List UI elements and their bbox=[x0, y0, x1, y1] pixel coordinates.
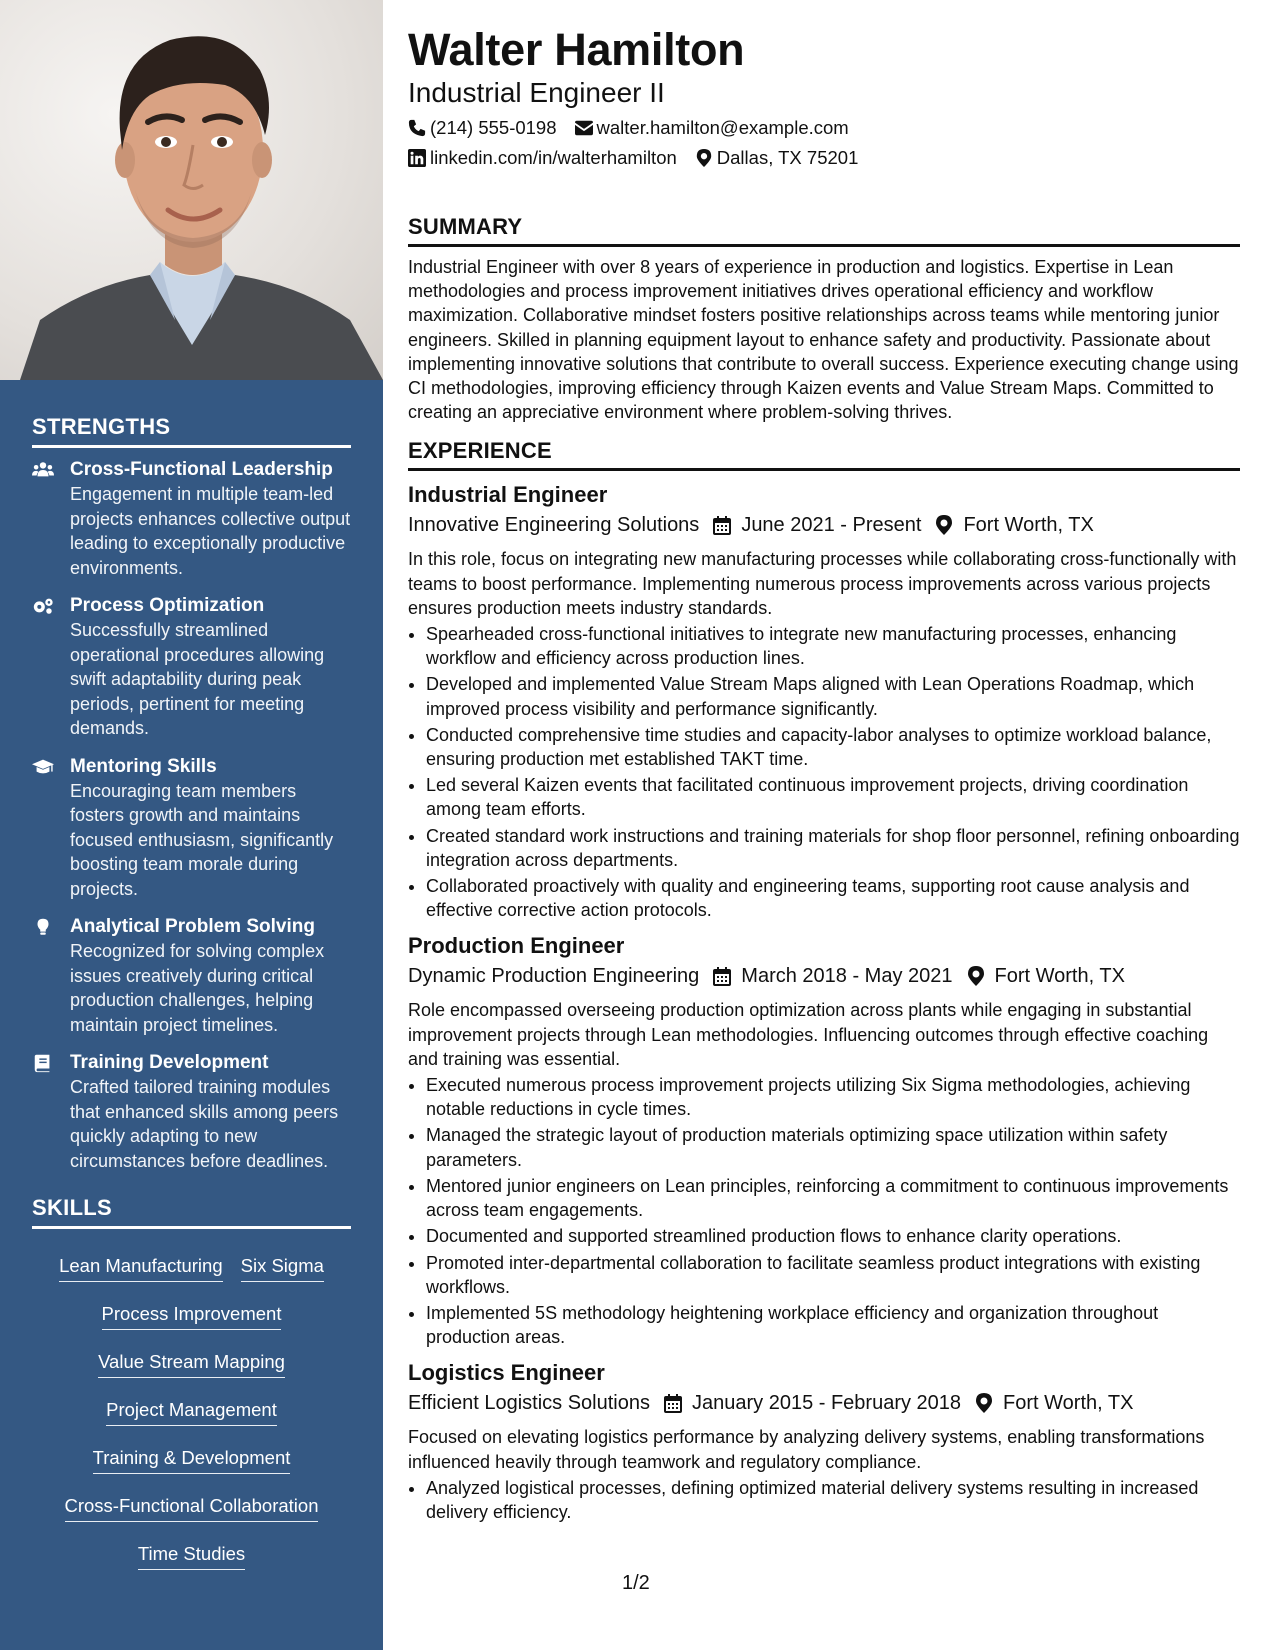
strength-item bbox=[32, 915, 351, 1037]
email-contact[interactable] bbox=[575, 116, 849, 140]
gears-icon bbox=[32, 594, 70, 741]
calendar-icon bbox=[713, 515, 731, 535]
experience-section bbox=[408, 438, 1240, 1524]
skill-tag: Lean Manufacturing bbox=[59, 1253, 223, 1282]
job-location: Fort Worth, TX bbox=[963, 514, 1094, 537]
strength-item bbox=[32, 755, 351, 902]
company-name: Efficient Logistics Solutions bbox=[408, 1392, 650, 1415]
linkedin-icon bbox=[408, 149, 426, 167]
skills-section bbox=[0, 1195, 383, 1583]
job-dates: January 2015 - February 2018 bbox=[691, 1392, 962, 1415]
main-content bbox=[408, 0, 1240, 1526]
job-entry bbox=[408, 481, 1240, 922]
job-title: Logistics Engineer bbox=[408, 1360, 605, 1386]
skill-tag: Project Management bbox=[106, 1397, 277, 1426]
skills-list bbox=[32, 1239, 351, 1583]
contact-row-2 bbox=[408, 146, 1240, 170]
strength-title: Analytical Problem Solving bbox=[70, 916, 315, 937]
strength-item bbox=[32, 594, 351, 741]
strength-desc: Encouraging team members fosters growth and maintains focused enthusiasm, significantly boosting team morale during projects. bbox=[70, 780, 334, 899]
summary-text: Industrial Engineer with over 8 years of experience in production and logistics. Expertise in Lean methodologies and process improvement initiatives drives operational efficiency and workflow maximization. Collaborative mindset fosters positive relationships across teams while mentoring junior engineers. Skilled in planning equipment layout to enhance safety and productivity. Passionate about implementing innovative solutions that contribute to overall success. Experience executing change using CI methodologies, improving efficiency through Kaizen events and Value Stream Maps. Committed to creating an appreciative environment where problem-solving thrives. bbox=[408, 257, 1239, 423]
strength-item bbox=[32, 458, 351, 580]
job-bullet: • Analyzed logistical processes, defining optimized material delivery systems resulting in increased delivery efficiency. bbox=[426, 1476, 1240, 1524]
job-bullet: • Documented and supported streamlined production flows to enhance clarity operations. bbox=[426, 1224, 1240, 1248]
job-bullet: • Led several Kaizen events that facilitated continuous improvement projects, driving coordination among team efforts. bbox=[426, 773, 1240, 821]
strength-desc: Successfully streamlined operational procedures allowing swift adaptability during peak periods, pertinent for meeting demands. bbox=[70, 620, 325, 738]
location-text: Dallas, TX 75201 bbox=[716, 147, 859, 168]
email-text: walter.hamilton@example.com bbox=[596, 117, 849, 138]
calendar-icon bbox=[713, 966, 731, 986]
job-meta bbox=[408, 962, 1240, 990]
strength-desc: Engagement in multiple team-led projects enhances collective output leading to exceptionally productive environments. bbox=[70, 484, 351, 578]
strength-desc: Recognized for solving complex issues creatively during critical production challenges, helping maintain project timelines. bbox=[70, 941, 325, 1035]
job-bullet: • Developed and implemented Value Stream Maps aligned with Lean Operations Roadmap, which improved process visibility and performance significantly. bbox=[426, 672, 1240, 720]
book-icon bbox=[32, 1051, 70, 1173]
strength-title: Training Development bbox=[70, 1052, 269, 1073]
portrait-illustration bbox=[0, 0, 383, 380]
job-dates: March 2018 - May 2021 bbox=[741, 965, 953, 988]
job-title: Production Engineer bbox=[408, 933, 625, 959]
job-location: Fort Worth, TX bbox=[1003, 1392, 1134, 1415]
skill-tag: Cross-Functional Collaboration bbox=[65, 1493, 319, 1522]
phone-contact[interactable] bbox=[408, 116, 557, 140]
skill-tag: Value Stream Mapping bbox=[98, 1349, 285, 1378]
job-description: Role encompassed overseeing production optimization across plants while engaging in substantial improvement projects through Lean methodologies. Influencing outcomes through effective coaching and training was essential. bbox=[408, 1000, 1209, 1069]
job-description: In this role, focus on integrating new manufacturing processes while collaborating cross-functionally with teams to boost performance. Implementing numerous process improvements across various projects ensures production meets industry standards. bbox=[408, 549, 1237, 618]
map-marker-icon bbox=[967, 966, 985, 986]
job-bullet: • Mentored junior engineers on Lean principles, reinforcing a commitment to continuous improvements across team engagements. bbox=[426, 1174, 1240, 1222]
map-marker-icon bbox=[935, 515, 953, 535]
strength-title: Process Optimization bbox=[70, 595, 265, 616]
skills-heading: SKILLS bbox=[32, 1195, 351, 1229]
job-bullet: • Implemented 5S methodology heightening workplace efficiency and organization throughout production areas. bbox=[426, 1301, 1240, 1349]
job-description: Focused on elevating logistics performance by analyzing delivery systems, enabling transformations influenced heavily through teamwork and regulatory compliance. bbox=[408, 1427, 1205, 1472]
strengths-section bbox=[0, 414, 383, 1173]
location-contact bbox=[695, 146, 859, 170]
map-marker-icon bbox=[695, 149, 713, 167]
job-meta bbox=[408, 511, 1240, 539]
strengths-heading: STRENGTHS bbox=[32, 414, 351, 448]
job-dates: June 2021 - Present bbox=[741, 514, 922, 537]
skill-tag: Six Sigma bbox=[241, 1253, 324, 1282]
linkedin-contact[interactable] bbox=[408, 146, 677, 170]
job-entry bbox=[408, 932, 1240, 1349]
job-bullet: • Managed the strategic layout of production materials optimizing space utilization within safety parameters. bbox=[426, 1123, 1240, 1171]
job-bullets bbox=[426, 1476, 1240, 1524]
phone-text: (214) 555-0198 bbox=[430, 117, 557, 138]
company-name: Innovative Engineering Solutions bbox=[408, 514, 700, 537]
envelope-icon bbox=[575, 119, 593, 137]
graduation-cap-icon bbox=[32, 755, 70, 902]
summary-section bbox=[408, 214, 1240, 424]
page-number: 1/2 bbox=[622, 1572, 650, 1594]
job-entry bbox=[408, 1359, 1240, 1524]
profile-photo bbox=[0, 0, 383, 380]
job-bullets bbox=[426, 1073, 1240, 1349]
skill-tag: Time Studies bbox=[138, 1541, 245, 1570]
map-marker-icon bbox=[975, 1393, 993, 1413]
skill-tag: Training & Development bbox=[93, 1445, 291, 1474]
job-bullet: • Collaborated proactively with quality and engineering teams, supporting root cause analysis and effective corrective action protocols. bbox=[426, 874, 1240, 922]
strength-title: Cross-Functional Leadership bbox=[70, 459, 333, 480]
job-bullets bbox=[426, 622, 1240, 922]
strength-desc: Crafted tailored training modules that enhanced skills among peers quickly adapting to new circumstances before deadlines. bbox=[70, 1077, 339, 1171]
candidate-title: Industrial Engineer II bbox=[408, 77, 665, 108]
phone-icon bbox=[408, 119, 426, 137]
sidebar bbox=[0, 0, 383, 1650]
job-title: Industrial Engineer bbox=[408, 482, 608, 508]
job-bullet: • Promoted inter-departmental collaboration to facilitate seamless product integrations with existing workflows. bbox=[426, 1251, 1240, 1299]
strength-title: Mentoring Skills bbox=[70, 755, 217, 777]
linkedin-text: linkedin.com/in/walterhamilton bbox=[430, 147, 677, 168]
job-bullet: • Executed numerous process improvement projects utilizing Six Sigma methodologies, achieving notable reductions in cycle times. bbox=[426, 1073, 1240, 1121]
skill-tag: Process Improvement bbox=[102, 1301, 282, 1330]
contact-row-1 bbox=[408, 116, 1240, 140]
strength-item bbox=[32, 1051, 351, 1173]
lightbulb-icon bbox=[32, 915, 70, 1037]
job-location: Fort Worth, TX bbox=[994, 965, 1125, 988]
job-bullet: • Spearheaded cross-functional initiatives to integrate new manufacturing processes, enhancing workflow and efficiency across production lines. bbox=[426, 622, 1240, 670]
experience-heading: EXPERIENCE bbox=[408, 438, 1240, 471]
job-bullet: • Created standard work instructions and training materials for shop floor personnel, refining onboarding integration across departments. bbox=[426, 824, 1240, 872]
calendar-icon bbox=[664, 1393, 682, 1413]
users-icon bbox=[32, 458, 70, 580]
summary-heading: SUMMARY bbox=[408, 214, 1240, 247]
job-bullet: • Conducted comprehensive time studies and capacity-labor analyses to optimize workload balance, ensuring production met established TAKT time. bbox=[426, 723, 1240, 771]
candidate-name: Walter Hamilton bbox=[408, 24, 745, 75]
job-meta bbox=[408, 1389, 1240, 1417]
company-name: Dynamic Production Engineering bbox=[408, 965, 700, 988]
